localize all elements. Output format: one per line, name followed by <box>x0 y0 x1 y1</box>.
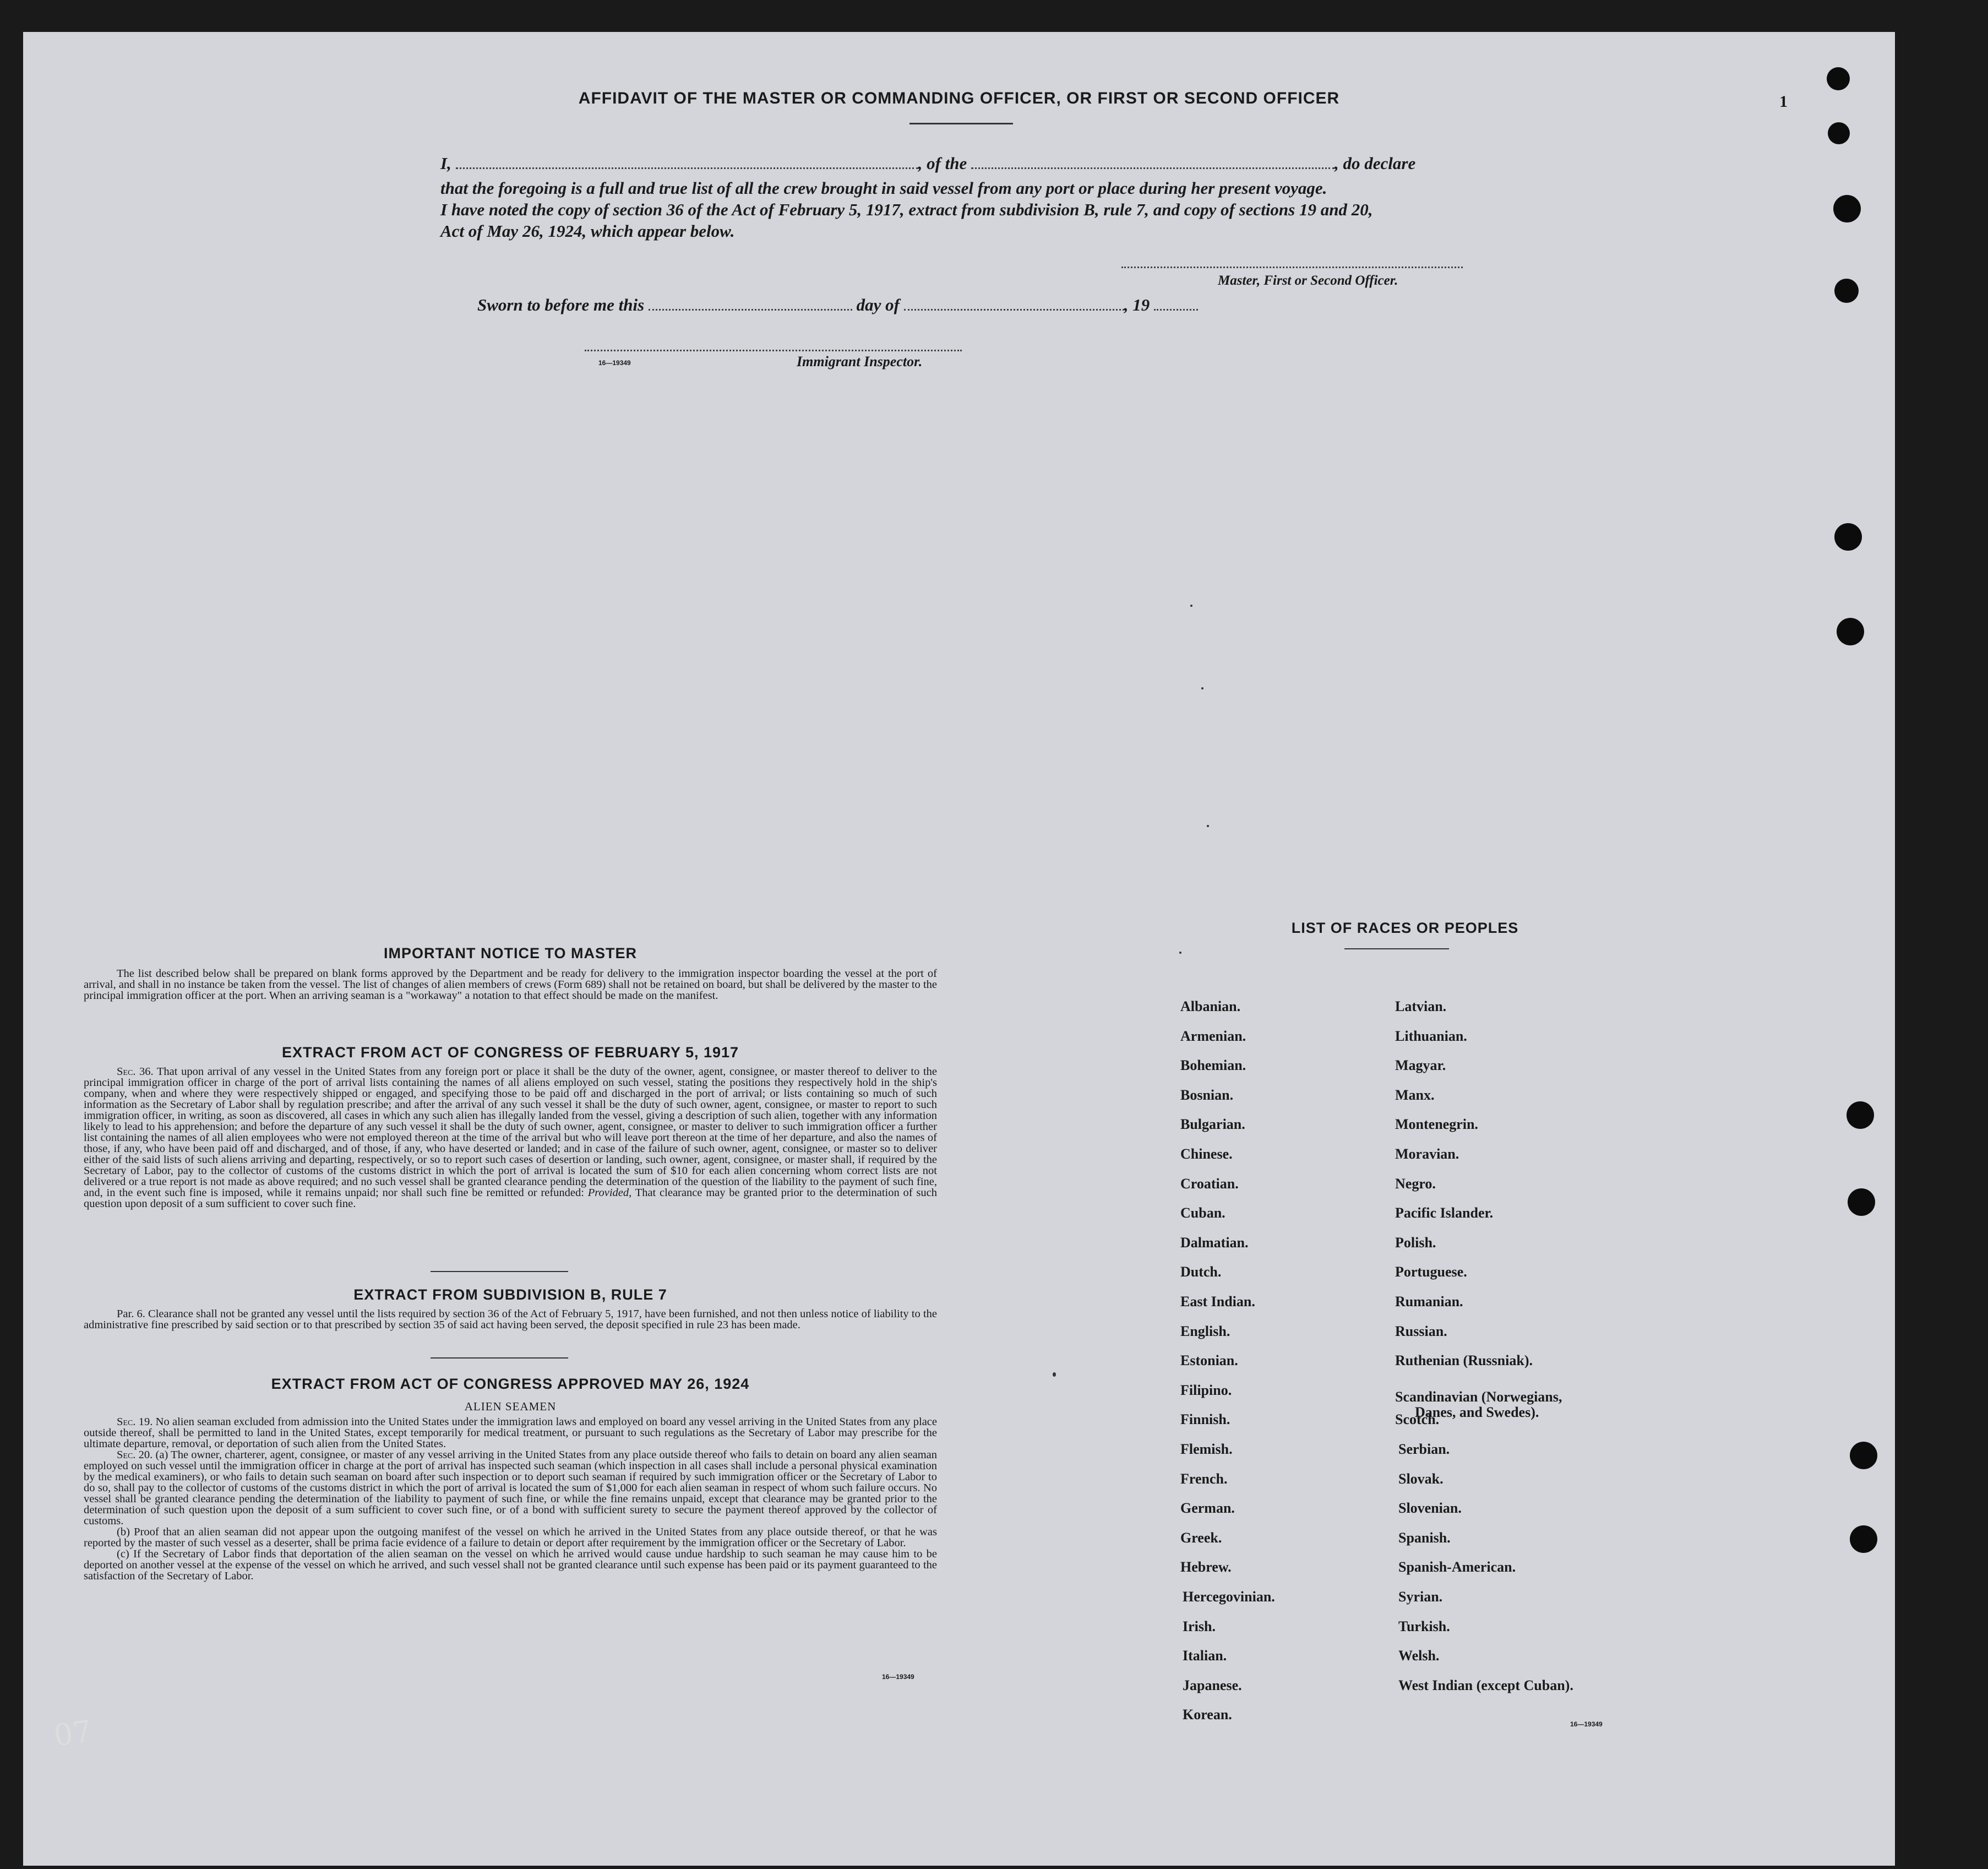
notice-text: The list described below shall be prepared on blank forms approved by the Department and be ready for delivery to the immigration inspector boarding the vessel at the port of arrival, and shall in no instance be taken from the vessel. The list of changes of alien members of crews (Form 689) shall not be retained on board, but shall be delivered by the master to the principal immigration officer at the port. When an arriving seaman is a "workaway" a notation to that effect should be made on the manifest. <box>84 968 937 1002</box>
rule-7-text: Par. 6. Clearance shall not be granted any vessel until the lists required by section 36 of the Act of February 5, 1917, have been furnished, and not then unless notice of liability to the administrative fine prescribed by said section or to that prescribed by section 35 of said act having been served, the deposit specified in rule 23 has been made. <box>84 1308 937 1331</box>
race-item: Spanish. <box>1398 1529 1451 1546</box>
act-form-number: 16—19349 <box>882 1673 914 1681</box>
affidavit-declare: , do declare <box>1335 154 1416 173</box>
scan-speck <box>1207 825 1209 827</box>
race-item: Russian. <box>1395 1323 1447 1339</box>
race-item: Spanish-American. <box>1398 1559 1516 1575</box>
race-item: Manx. <box>1395 1086 1435 1103</box>
sec-20a <box>84 1449 937 1526</box>
race-item: Serbian. <box>1398 1441 1450 1457</box>
sec-19-label: Sec. 19. <box>117 1416 153 1428</box>
inspector-label: Immigrant Inspector. <box>797 354 923 370</box>
race-item: Korean. <box>1183 1707 1232 1723</box>
race-item: Bulgarian. <box>1180 1116 1245 1133</box>
act-1924-title: EXTRACT FROM ACT OF CONGRESS APPROVED MAY 26, 1924 <box>271 1376 750 1392</box>
race-item: Dalmatian. <box>1180 1234 1249 1251</box>
sworn-day-of: day of <box>856 295 900 314</box>
sec-19-text: No alien seaman excluded from admission into the United States under the immigration laws and employed on board any vessel arriving in the United States from any place outside thereof, shall be permitted to land in the United States, except temporarily for medical treatment, or pursuant to such regulations as the Secretary of Labor may prescribe for the ultimate departure, removal, or deportation of such alien from the United States. <box>84 1416 937 1450</box>
divider-1 <box>431 1271 568 1272</box>
scan-speck <box>1201 687 1203 689</box>
race-item: West Indian (except Cuban). <box>1398 1677 1573 1693</box>
affidavit-line-1 <box>440 150 1514 177</box>
affidavit-body <box>440 150 1514 242</box>
race-item: Rumanian. <box>1395 1294 1463 1310</box>
race-item: Negro. <box>1395 1175 1436 1192</box>
binder-hole <box>1834 279 1859 303</box>
sec-20c: (c) If the Secretary of Labor finds that deportation of the alien seaman on the vessel on which he arrived would cause undue hardship to such seaman he may cause him to be deported on another vessel at the expense of the vessel on which he arrived, and such vessel shall not be granted clearance until such expense has been paid or its payment guaranteed to the satisfaction of the Secretary of Labor. <box>84 1548 937 1582</box>
binder-hole <box>1834 523 1862 551</box>
affidavit-line-3: I have noted the copy of section 36 of the Act of February 5, 1917, extract from subdivision B, rule 7, and copy of sections 19 and 20, <box>440 200 1373 219</box>
act-1917-title: EXTRACT FROM ACT OF CONGRESS OF FEBRUARY 5, 1917 <box>281 1044 739 1061</box>
race-item: Flemish. <box>1180 1441 1233 1457</box>
race-item: Welsh. <box>1398 1648 1440 1664</box>
margin-mark: 07 <box>51 1713 94 1753</box>
race-item: English. <box>1180 1323 1230 1339</box>
vessel-blank[interactable] <box>971 154 1335 169</box>
master-signature-line[interactable] <box>1121 267 1463 268</box>
binder-hole <box>1850 1442 1877 1469</box>
race-item: Bosnian. <box>1180 1086 1234 1103</box>
races-title: LIST OF RACES OR PEOPLES <box>1291 920 1519 936</box>
proviso-text: That clearance may be granted prior to the determination of such question upon deposit of a sum sufficient to cover such fine. <box>84 1187 937 1210</box>
sec-36-text: That upon arrival of any vessel in the United States from any foreign port or place it shall be the duty of the owner, agent, consignee, or master thereof to deliver to the principal immigration officer in charge of the port of arrival lists containing the names of all aliens employed on such vessel, stating the positions they respectively hold in the ship's company, when and where they were respectively shipped or engaged, and specifying those to be paid off and discharged in the port of arrival; or lists containing so much of such information as the Secretary of Labor shall by regulation prescribe; and after the arrival of any such vessel it shall be the duty of such owner, agent, consignee, or master to report to such immigration officer, in writing, as soon as discovered, all cases in which any such alien has illegally landed from the vessel, giving a description of such alien, together with any information likely to lead to his apprehension; and before the departure of any such vessel it shall be the duty of such owner, agent, consignee, or master to deliver to such immigration officer a further list containing the names of all alien employees who were not employed thereon at the time of the arrival but who will leave port thereon at the time of her departure, and also the names of those, if any, who have been paid off and discharged, and of those, if any, who have deserted or landed; and in case of the failure of such owner, agent, consignee, or master so to deliver either of the said lists of such aliens arriving and departing, respectively, or so to report such cases of desertion or landing, such owner, agent, consignee, or master shall, if required by the Secretary of Labor, pay to the collector of customs of the customs district in which the port of arrival is located the sum of $10 for each alien concerning whom correct lists are not delivered or a true report is not made as above required; and no such vessel shall be granted clearance pending the determination of the question of the liability to the payment of such fine, and, in the event such fine is imposed, while it remains unpaid; nor shall such fine be remitted or refunded: <box>84 1066 937 1199</box>
name-blank[interactable] <box>456 154 918 169</box>
notice-title: IMPORTANT NOTICE TO MASTER <box>384 945 637 961</box>
race-item: Croatian. <box>1180 1175 1239 1192</box>
race-item: French. <box>1180 1470 1228 1487</box>
race-item: Filipino. <box>1180 1382 1232 1398</box>
race-item: Latvian. <box>1395 998 1447 1014</box>
sworn-month-blank[interactable] <box>904 296 1124 311</box>
race-item: Cuban. <box>1180 1205 1226 1221</box>
document-page <box>23 32 1895 1866</box>
race-item: Hebrew. <box>1180 1559 1232 1575</box>
race-item: German. <box>1180 1500 1235 1517</box>
race-item: Magyar. <box>1395 1057 1446 1074</box>
sworn-day-blank[interactable] <box>649 296 852 311</box>
master-label: Master, First or Second Officer. <box>1218 273 1398 288</box>
sworn-prefix: Sworn to before me this <box>477 295 645 314</box>
title-underline <box>909 123 1013 124</box>
race-item: Slovenian. <box>1398 1500 1462 1517</box>
sec-20b: (b) Proof that an alien seaman did not appear upon the outgoing manifest of the vessel on which he arrived in the United States from any place outside thereof, or that he was reported by the master of such vessel as a deserter, shall be prima facie evidence of a failure to detain or deport after requirement by the immigration officer or the Secretary of Labor. <box>84 1526 937 1549</box>
affidavit-title: AFFIDAVIT OF THE MASTER OR COMMANDING OFFICER, OR FIRST OR SECOND OFFICER <box>578 89 1340 107</box>
divider-2 <box>431 1357 568 1359</box>
binder-hole <box>1827 67 1850 90</box>
binder-hole <box>1850 1525 1877 1553</box>
race-item: Chinese. <box>1180 1146 1233 1162</box>
sworn-year: , 19 <box>1124 295 1150 314</box>
binder-hole <box>1848 1188 1875 1216</box>
sec-36-label: Sec. 36. <box>117 1066 154 1078</box>
race-item: Ruthenian (Russniak). <box>1395 1352 1533 1369</box>
race-item: Moravian. <box>1395 1146 1459 1162</box>
race-item: Lithuanian. <box>1395 1028 1467 1044</box>
race-item: Scotch. <box>1395 1411 1440 1428</box>
race-item: Greek. <box>1180 1529 1222 1546</box>
scan-speck <box>1053 1372 1056 1377</box>
race-item: Hercegovinian. <box>1183 1589 1275 1605</box>
race-item: Italian. <box>1183 1648 1227 1664</box>
race-item: Albanian. <box>1180 998 1241 1014</box>
race-item: Danes, and Swedes). <box>1415 1404 1539 1420</box>
scan-speck <box>1179 952 1181 954</box>
binder-hole <box>1828 122 1850 144</box>
inspector-signature-line[interactable] <box>585 350 962 351</box>
alien-seamen-subtitle: ALIEN SEAMEN <box>464 1400 557 1413</box>
race-item: Dutch. <box>1180 1264 1222 1280</box>
race-item: Pacific Islander. <box>1395 1205 1494 1221</box>
sec-20-label: Sec. 20. <box>117 1449 153 1461</box>
race-item: Scandinavian (Norwegians, <box>1395 1388 1562 1405</box>
race-item: Bohemian. <box>1180 1057 1246 1074</box>
binder-hole <box>1837 618 1864 645</box>
sworn-year-blank[interactable] <box>1154 296 1198 311</box>
act-1917-text <box>84 1066 937 1209</box>
affidavit-of-the: , of the <box>918 154 967 173</box>
sworn-line <box>477 295 1198 315</box>
proviso-label: Provided, <box>587 1187 632 1199</box>
affidavit-prefix: I, <box>440 154 451 173</box>
affidavit-form-number: 16—19349 <box>598 359 631 367</box>
races-form-number: 16—19349 <box>1570 1720 1603 1728</box>
scan-speck <box>1190 605 1192 607</box>
act-1924-body <box>84 1416 937 1582</box>
race-item: Estonian. <box>1180 1352 1238 1369</box>
race-item: Armenian. <box>1180 1028 1246 1044</box>
race-item: Slovak. <box>1398 1470 1444 1487</box>
race-item: Irish. <box>1183 1618 1216 1634</box>
race-item: Turkish. <box>1398 1618 1450 1634</box>
races-underline <box>1344 948 1449 949</box>
corner-mark: 1 <box>1779 93 1788 111</box>
sec-19 <box>84 1416 937 1449</box>
sec-20a-text: (a) The owner, charterer, agent, consignee, or master of any vessel arriving in the United States from any place outside thereof who fails to detain on board any alien seaman employed on such vessel until the immigration officer in charge at the port of arrival has inspected such seaman (which inspection in all cases shall include a personal physical examination by the medical examiners), or who fails to detain such seaman on board after such inspection or to deport such seaman if required by such immigration officer or the Secretary of Labor to do so, shall pay to the collector of customs of the customs district in which the port of arrival is located the sum of $1,000 for each alien seaman in respect of whom such failure occurs. No vessel shall be granted clearance pending the determination of the liability to payment of such fine, or while the fine remains unpaid, except that clearance may be granted prior to the determination of such question upon the deposit of a sum sufficient to cover such fine, or of a bond with sufficient surety to secure the payment thereof approved by the collector of customs. <box>84 1449 938 1527</box>
affidavit-line-2: that the foregoing is a full and true list of all the crew brought in said vessel from any port or place during her present voyage. <box>440 178 1327 198</box>
race-item: Montenegrin. <box>1395 1116 1478 1133</box>
rule-7-title: EXTRACT FROM SUBDIVISION B, RULE 7 <box>353 1286 667 1303</box>
binder-hole <box>1833 195 1861 222</box>
binder-hole <box>1847 1101 1874 1129</box>
race-item: Portuguese. <box>1395 1264 1467 1280</box>
race-item: East Indian. <box>1180 1294 1255 1310</box>
race-item: Japanese. <box>1183 1677 1242 1693</box>
race-item: Finnish. <box>1180 1411 1230 1428</box>
race-item: Polish. <box>1395 1234 1436 1251</box>
race-item: Syrian. <box>1398 1589 1443 1605</box>
affidavit-line-4: Act of May 26, 1924, which appear below. <box>440 221 735 241</box>
